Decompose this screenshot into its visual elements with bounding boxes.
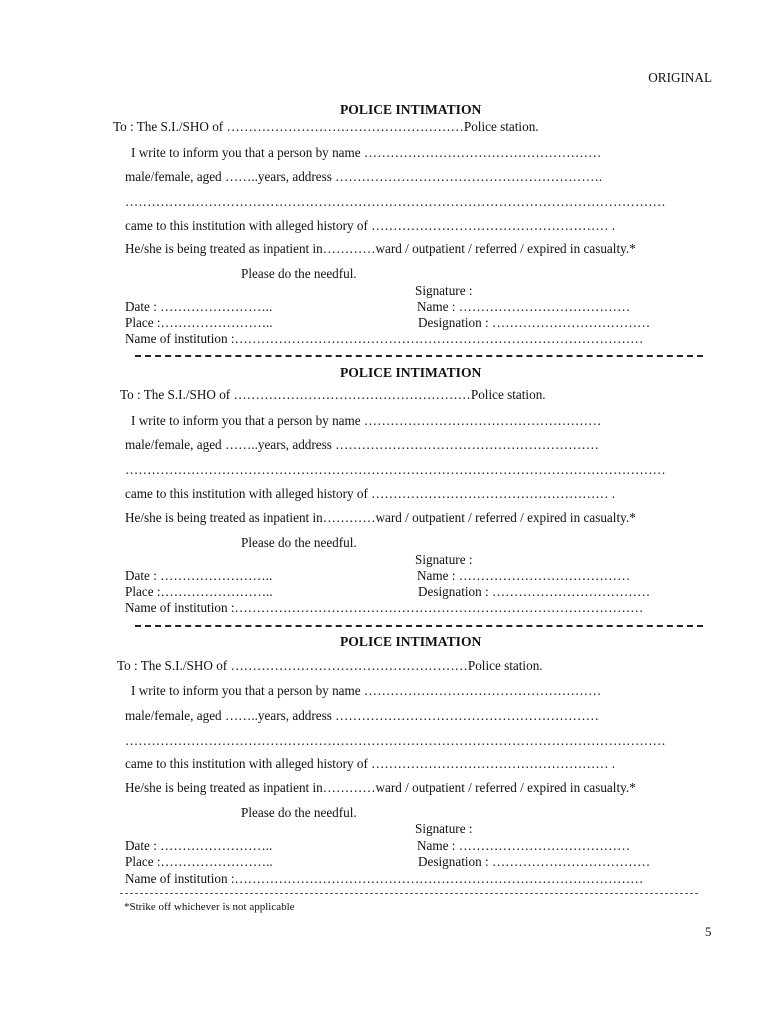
institution-field: Name of institution :………………………………………………………………………………… [125, 331, 644, 346]
police-intimation-form-3 [0, 635, 768, 905]
age-address-line: male/female, aged ……..years, address ……………………………………………………. [125, 169, 603, 184]
form-title: POLICE INTIMATION [340, 634, 482, 649]
signature-label: Signature : [415, 283, 473, 298]
footnote-separator [120, 893, 698, 894]
inform-line: I write to inform you that a person by name ……………………………………………… [131, 683, 602, 698]
needful-line: Please do the needful. [241, 535, 357, 550]
police-intimation-form-1 [0, 103, 768, 373]
name-field: Name : ………………………………… [417, 838, 631, 853]
to-line: To : The S.I./SHO of ………………………………………………Police station. [117, 658, 543, 673]
needful-line: Please do the needful. [241, 805, 357, 820]
to-line: To : The S.I./SHO of ………………………………………………Police station. [113, 119, 539, 134]
place-field: Place :…………………….. [125, 315, 273, 330]
address-continuation-line: …………………………………………………………………………………………………………… [125, 733, 666, 748]
inform-line: I write to inform you that a person by name ……………………………………………… [131, 413, 602, 428]
date-field: Date : …………………….. [125, 838, 273, 853]
form-title: POLICE INTIMATION [340, 102, 482, 117]
to-line: To : The S.I./SHO of ………………………………………………Police station. [120, 387, 546, 402]
date-field: Date : …………………….. [125, 299, 273, 314]
needful-line: Please do the needful. [241, 266, 357, 281]
history-line: came to this institution with alleged history of ……………………………………………… . [125, 218, 616, 233]
institution-field: Name of institution :………………………………………………………………………………… [125, 600, 644, 615]
history-line: came to this institution with alleged history of ……………………………………………… . [125, 756, 616, 771]
address-continuation-line: …………………………………………………………………………………………………………… [125, 194, 666, 209]
footnote: *Strike off whichever is not applicable [124, 901, 295, 913]
inform-line: I write to inform you that a person by name ……………………………………………… [131, 145, 602, 160]
history-line: came to this institution with alleged history of ……………………………………………… . [125, 486, 616, 501]
designation-field: Designation : ……………………………… [418, 854, 651, 869]
cut-line-divider [135, 355, 703, 357]
name-field: Name : ………………………………… [417, 299, 631, 314]
age-address-line: male/female, aged ……..years, address …………………………………………………… [125, 708, 599, 723]
designation-field: Designation : ……………………………… [418, 584, 651, 599]
page-number: 5 [705, 924, 712, 939]
treatment-line: He/she is being treated as inpatient in…………ward / outpatient / referred / expired in casualty.* [125, 780, 636, 795]
date-field: Date : …………………….. [125, 568, 273, 583]
treatment-line: He/she is being treated as inpatient in…………ward / outpatient / referred / expired in casualty.* [125, 241, 636, 256]
signature-label: Signature : [415, 552, 473, 567]
place-field: Place :…………………….. [125, 854, 273, 869]
place-field: Place :…………………….. [125, 584, 273, 599]
original-label: ORIGINAL [648, 70, 712, 85]
form-title: POLICE INTIMATION [340, 365, 482, 380]
cut-line-divider [135, 625, 703, 627]
designation-field: Designation : ……………………………… [418, 315, 651, 330]
signature-label: Signature : [415, 821, 473, 836]
institution-field: Name of institution :………………………………………………………………………………… [125, 871, 644, 886]
treatment-line: He/she is being treated as inpatient in…………ward / outpatient / referred / expired in casualty.* [125, 510, 636, 525]
address-continuation-line: …………………………………………………………………………………………………………… [125, 462, 666, 477]
age-address-line: male/female, aged ……..years, address …………………………………………………… [125, 437, 599, 452]
name-field: Name : ………………………………… [417, 568, 631, 583]
police-intimation-form-2 [0, 366, 768, 636]
